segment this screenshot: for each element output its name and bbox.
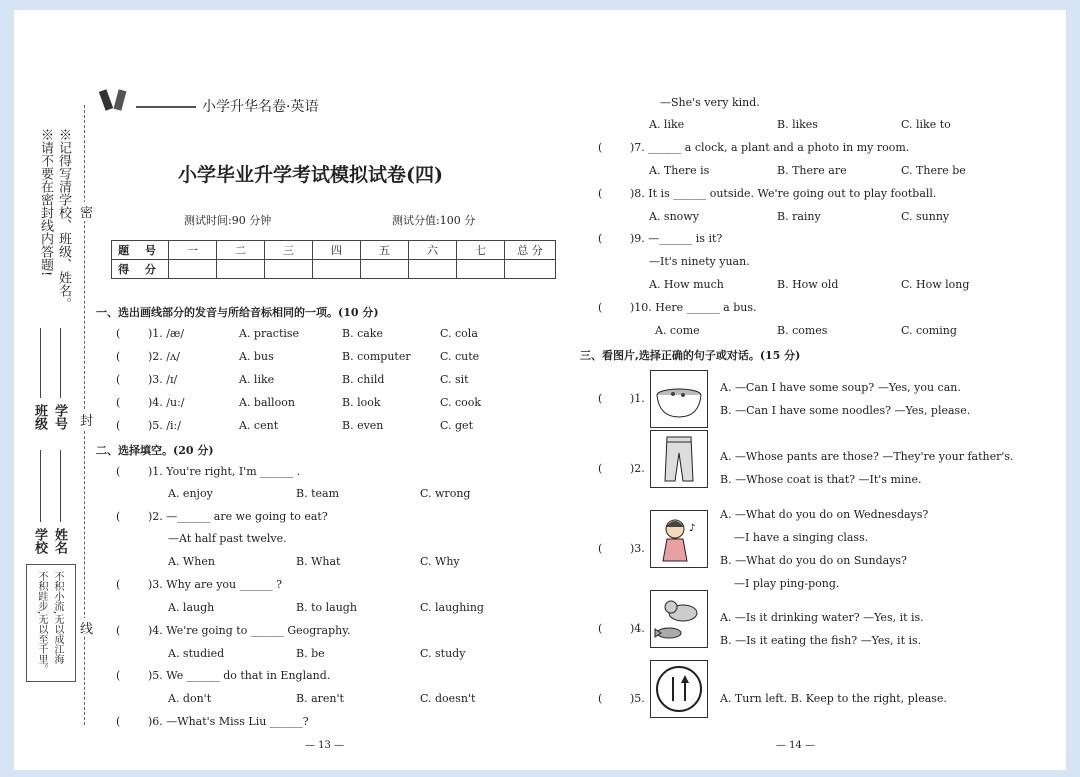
option-b: B. be	[296, 647, 325, 660]
dialogue-reply: —It's ninety yuan.	[649, 255, 750, 268]
answer-paren[interactable]: (	[598, 301, 603, 314]
score-row-label: 得 分	[112, 260, 169, 279]
blank-line	[60, 328, 61, 398]
answer-paren[interactable]: (	[598, 187, 603, 200]
seal-feng: 封	[80, 410, 93, 429]
question-number: )4. /uː/	[148, 396, 185, 409]
question-number: )2.	[630, 462, 645, 475]
option-a: A. enjoy	[168, 487, 213, 500]
option-c: C. cute	[440, 350, 480, 363]
option-c: C. coming	[901, 324, 957, 337]
question-number: )3.	[630, 542, 645, 555]
question-number: )1.	[630, 392, 645, 405]
question-stem: )6. —What's Miss Liu ______?	[148, 715, 309, 728]
option-c: C. doesn't	[420, 692, 476, 705]
question-stem: )2. —______ are we going to eat?	[148, 510, 328, 523]
answer-paren[interactable]: (	[116, 669, 121, 682]
keep-right-sign-icon	[650, 660, 708, 718]
option-b: B. even	[342, 419, 384, 432]
option-a: A. practise	[239, 327, 300, 340]
score-header: 四	[313, 241, 361, 260]
blank-line	[40, 450, 41, 522]
answer-paren[interactable]: (	[116, 419, 121, 432]
question-stem: )4. We're going to ______ Geography.	[148, 624, 351, 637]
score-header: 三	[265, 241, 313, 260]
answer-paren[interactable]: (	[116, 396, 121, 409]
score-header: 一	[169, 241, 217, 260]
score-cell[interactable]	[457, 260, 505, 279]
option-c: C. laughing	[420, 601, 484, 614]
page-number-right: — 14 —	[776, 740, 816, 751]
answer-paren[interactable]: (	[116, 715, 121, 728]
option-b: B. There are	[777, 164, 847, 177]
option-b: B. to laugh	[296, 601, 357, 614]
option-a: A. cent	[239, 419, 279, 432]
header-rule	[136, 106, 196, 108]
option-a: A. bus	[239, 350, 274, 363]
option-b: B. —Whose coat is that? —It's mine.	[720, 473, 922, 486]
answer-paren[interactable]: (	[116, 327, 121, 340]
option-c: C. wrong	[420, 487, 471, 500]
score-cell[interactable]	[265, 260, 313, 279]
option-b: B. child	[342, 373, 385, 386]
label-name: 姓名	[52, 528, 67, 554]
sidebar-note-1: ※请不要在密封线内答题!	[38, 128, 53, 277]
seal-mi: 密	[80, 202, 93, 221]
option-c: C. like to	[901, 118, 951, 131]
option-a: A. There is	[649, 164, 710, 177]
blank-line	[60, 450, 61, 522]
score-header: 总 分	[505, 241, 556, 260]
motto-line-2: 不积跬步,无以至千里。	[36, 571, 47, 675]
girl-singing-icon	[650, 510, 708, 568]
option-b: B. aren't	[296, 692, 344, 705]
answer-paren[interactable]: (	[598, 232, 603, 245]
dialogue-reply: —I have a singing class.	[734, 531, 869, 544]
dialogue-reply: —She's very kind.	[660, 96, 760, 109]
question-number: )1. /æ/	[148, 327, 185, 340]
question-stem: )10. Here ______ a bus.	[630, 301, 757, 314]
label-school: 学校	[32, 528, 47, 554]
question-stem: )5. We ______ do that in England.	[148, 669, 331, 682]
section3-title: 三、看图片,选择正确的句子或对话。(15 分)	[580, 349, 801, 362]
section2-title: 二、选择填空。(20 分)	[96, 444, 214, 457]
page-title: 小学毕业升学考试模拟试卷(四)	[178, 164, 443, 186]
option-a: A. laugh	[168, 601, 215, 614]
option-b: B. rainy	[777, 210, 821, 223]
question-stem: )1. You're right, I'm ______ .	[148, 465, 301, 478]
score-table	[111, 240, 556, 279]
option-a: A. —Can I have some soup? —Yes, you can.	[720, 381, 961, 394]
option-b: B. comes	[777, 324, 828, 337]
option-b: B. What	[296, 555, 341, 568]
answer-paren[interactable]: (	[116, 624, 121, 637]
option-a: A. Turn left. B. Keep to the right, please.	[720, 692, 947, 705]
pencil-icon	[98, 88, 138, 116]
answer-paren[interactable]: (	[116, 510, 121, 523]
label-class: 班级	[32, 404, 47, 430]
question-stem: )7. ______ a clock, a plant and a photo in my room.	[630, 141, 910, 154]
blank-line	[40, 328, 41, 398]
answer-paren[interactable]: (	[598, 542, 603, 555]
option-c: C. How long	[901, 278, 970, 291]
answer-paren[interactable]: (	[598, 622, 603, 635]
dialogue-reply: —At half past twelve.	[168, 532, 287, 545]
question-stem: )9. —______ is it?	[630, 232, 723, 245]
motto-box	[26, 564, 76, 682]
answer-paren[interactable]: (	[598, 692, 603, 705]
answer-paren[interactable]: (	[598, 462, 603, 475]
label-student-no: 学号	[52, 404, 67, 430]
question-stem: )3. Why are you ______ ?	[148, 578, 283, 591]
seal-xian: 线	[80, 618, 93, 637]
option-a: A. don't	[168, 692, 212, 705]
question-number: )3. /ɪ/	[148, 373, 178, 386]
section1-title: 一、选出画线部分的发音与所给音标相同的一项。(10 分)	[96, 306, 379, 319]
question-stem: )8. It is ______ outside. We're going out to play football.	[630, 187, 937, 200]
answer-paren[interactable]: (	[598, 392, 603, 405]
score-header: 五	[361, 241, 409, 260]
option-a: A. —What do you do on Wednesdays?	[720, 508, 929, 521]
pants-icon	[650, 430, 708, 488]
score-cell[interactable]	[217, 260, 265, 279]
option-c: C. sunny	[901, 210, 950, 223]
question-number: )4.	[630, 622, 645, 635]
option-a: A. —Is it drinking water? —Yes, it is.	[720, 611, 924, 624]
dialogue-reply: —I play ping-pong.	[734, 577, 840, 590]
option-c: C. sit	[440, 373, 469, 386]
option-b: B. likes	[777, 118, 818, 131]
test-time: 测试时间:90 分钟	[184, 214, 272, 227]
option-a: A. When	[168, 555, 215, 568]
score-cell[interactable]	[505, 260, 556, 279]
soup-bowl-icon	[650, 370, 708, 428]
option-a: A. come	[655, 324, 700, 337]
option-a: A. studied	[168, 647, 225, 660]
question-number: )5. /iː/	[148, 419, 181, 432]
sidebar-note-2: ※记得写清学校、班级、姓名。	[56, 128, 71, 310]
option-a: A. —Whose pants are those? —They're your father's.	[720, 450, 1014, 463]
series-title: 小学升华名卷·英语	[202, 99, 319, 115]
question-number: )5.	[630, 692, 645, 705]
exam-sheet	[14, 10, 1066, 770]
score-header: 二	[217, 241, 265, 260]
answer-paren[interactable]: (	[116, 373, 121, 386]
option-c: C. Why	[420, 555, 460, 568]
option-b: B. cake	[342, 327, 383, 340]
test-score: 测试分值:100 分	[392, 214, 476, 227]
motto-line-1: 不积小流,无以成江海	[52, 571, 63, 665]
score-header: 题 号	[112, 241, 169, 260]
score-header: 七	[457, 241, 505, 260]
answer-paren[interactable]: (	[598, 141, 603, 154]
option-a: A. balloon	[239, 396, 295, 409]
cat-fish-icon	[650, 590, 708, 648]
answer-paren[interactable]: (	[116, 578, 121, 591]
option-a: A. How much	[649, 278, 724, 291]
option-a: A. like	[239, 373, 275, 386]
answer-paren[interactable]: (	[116, 465, 121, 478]
answer-paren[interactable]: (	[116, 350, 121, 363]
score-cell[interactable]	[409, 260, 457, 279]
question-number: )2. /ʌ/	[148, 350, 180, 363]
svg-text:♪: ♪	[689, 523, 696, 534]
option-a: A. like	[649, 118, 685, 131]
score-cell[interactable]	[313, 260, 361, 279]
option-c: C. cola	[440, 327, 478, 340]
option-c: C. There be	[901, 164, 966, 177]
option-b: B. How old	[777, 278, 839, 291]
score-cell[interactable]	[169, 260, 217, 279]
option-b: B. team	[296, 487, 339, 500]
option-c: C. cook	[440, 396, 482, 409]
option-b: B. look	[342, 396, 381, 409]
score-cell[interactable]	[361, 260, 409, 279]
option-c: C. study	[420, 647, 466, 660]
option-b: B. —Is it eating the fish? —Yes, it is.	[720, 634, 922, 647]
option-c: C. get	[440, 419, 473, 432]
option-a: A. snowy	[649, 210, 699, 223]
option-b: B. —Can I have some noodles? —Yes, please.	[720, 404, 971, 417]
option-b: B. —What do you do on Sundays?	[720, 554, 907, 567]
option-b: B. computer	[342, 350, 411, 363]
score-header: 六	[409, 241, 457, 260]
page-number-left: — 13 —	[305, 740, 345, 751]
